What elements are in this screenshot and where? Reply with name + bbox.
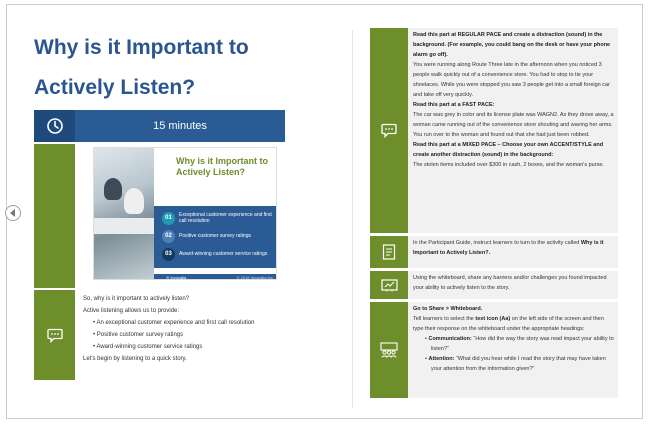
share-text: Go to Share > Whiteboard. Tell learners to select the text icon (Aa) on the left side of the screen and then type their response on the whiteboard under the appropriate headings: • Communication: “How did the way the story was read impact your ability to listen?” • Attention: “What did you hear while I read the story that may have taken your attention from the information given?”: [408, 302, 618, 398]
timer-label: 15 minutes: [75, 110, 285, 142]
whiteboard-icon: [370, 271, 408, 299]
slide-copyright: © 2018 Invocalia Inc.: [236, 275, 274, 280]
page-title: Why is it Important to Actively Listen?: [34, 36, 249, 99]
whiteboard-text: Using the whiteboard, share any barriers and/or challenges you found impacted your ability to actively listen to the story.: [408, 271, 618, 299]
slide-thumbnail: [93, 147, 277, 280]
whiteboard-row: [370, 271, 618, 299]
slide-photo: [94, 148, 154, 280]
slide-row-marker: [34, 144, 75, 288]
clock-icon: [34, 110, 75, 142]
text-icon-label: text icon (Aa): [475, 316, 511, 322]
timer-row: [34, 110, 285, 142]
notes-bullets: [83, 317, 285, 353]
notes-row: [34, 290, 285, 380]
notes-lead: Active listening allows us to provide:: [83, 308, 180, 314]
speech-bubble-icon: [370, 28, 408, 233]
chevron-left-icon: [10, 209, 15, 217]
activity-name: Why is it Important to Actively Listen?.: [413, 240, 604, 256]
group-icon: [370, 302, 408, 398]
story-text: [408, 28, 618, 233]
guide-text: In the Participant Guide, instruct learners to turn to the activity called Why is it Important to Actively Listen?.: [408, 236, 618, 268]
story-part-1: You were running along Route Three late in the afternoon when you noticed 3 people walk quickly out of a convenience store. You had to stop to tie your shoelaces. While you were stopped you saw 3 people get into a small foreign car and take off very quickly.: [413, 62, 610, 98]
guide-row: [370, 236, 618, 268]
share-bullets: [413, 334, 614, 374]
list-item: • Award-winning customer service ratings: [93, 341, 285, 353]
list-item: • Attention: “What did you hear while I read the story that may have taken your attention from the information given?”: [425, 354, 614, 374]
list-item: • Communication: “How did the way the story was read impact your ability to listen?”: [425, 334, 614, 354]
slide-footer: [154, 274, 277, 280]
previous-page-button[interactable]: [5, 205, 21, 221]
story-instruction-mixed: Read this part at a MIXED PACE – Choose your own ACCENT/STYLE and create another distraction (sound) in the background:: [413, 142, 604, 158]
share-heading: Go to Share > Whiteboard.: [413, 306, 483, 312]
page-divider: [352, 30, 353, 408]
slide-item: 02 Positive customer survey ratings: [162, 229, 277, 243]
story-part-2: The car was grey in color and its license plate was WAGN2. As they drove away, a woman came running out of the convenience store shouting and waving her arms. You run over to the woman and found out that she had just been robbed.: [413, 112, 614, 138]
slide-area: [75, 144, 285, 288]
story-instruction-regular: Read this part at REGULAR PACE and create a distraction (sound) in the background. (For example, you could bang on the desk or have your phone alarm go off).: [413, 32, 611, 58]
story-instruction-fast: Read this part at a FAST PACE:: [413, 102, 495, 108]
speech-bubble-icon: [34, 290, 75, 380]
slide-item: 01 Exceptional customer experience and first call resolution: [162, 211, 277, 225]
slide-item: 03 Award-winning customer service ratings: [162, 247, 277, 261]
slide-row: [34, 144, 285, 288]
story-row: [370, 28, 618, 233]
list-item: • An exceptional customer experience and first call resolution: [93, 317, 285, 329]
share-row: [370, 302, 618, 398]
list-item: • Positive customer survey ratings: [93, 329, 285, 341]
slide-logo: ◎ invocalia: [166, 275, 187, 280]
story-part-3: The stolen items included over $300 in cash, 2 boxes, and the woman's purse.: [413, 162, 604, 168]
slide-title: Why is it Important to Actively Listen?: [176, 156, 268, 177]
notes-closing: Let's begin by listening to a quick story.: [83, 356, 187, 362]
guide-icon: [370, 236, 408, 268]
facilitator-notes: [75, 290, 285, 380]
notes-intro: So, why is it important to actively listen?: [83, 296, 190, 302]
